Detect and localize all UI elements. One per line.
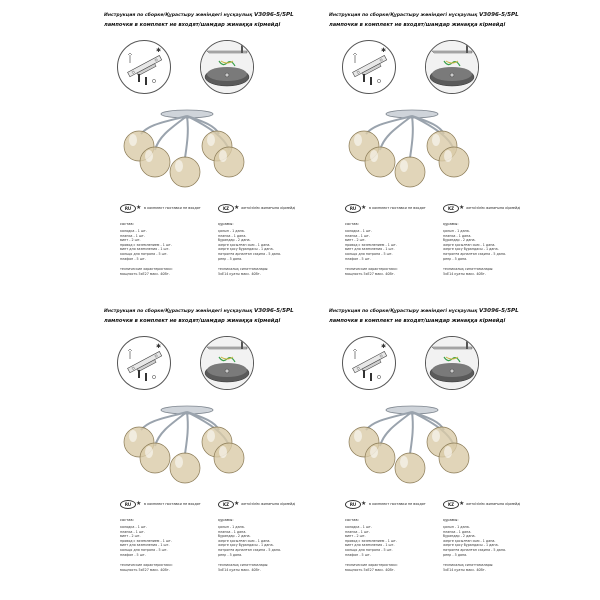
kz-tech-section (443, 267, 520, 276)
kz-tech-value: 5xE14 қуаты макс. 40Вт. (443, 271, 486, 276)
kz-contents-list (218, 525, 295, 557)
ceiling-mount-diagram (200, 336, 254, 390)
ru-not-included-note: в комплект поставки не входят (144, 502, 201, 506)
contents-item: патронға арналған сақина - 5 дана. (218, 252, 282, 257)
ru-tech-section (345, 267, 425, 276)
contents-item: провод с заземлением - 1 шт. (345, 538, 397, 543)
ru-contents-column (120, 518, 200, 572)
contents-item: винт для заземления - 1 шт. (345, 543, 395, 548)
ru-contents-list (120, 525, 200, 557)
ru-tech-heading: технические характеристики: (120, 267, 173, 272)
contents-item: бұрандар - 2 дана. (443, 534, 476, 539)
model-number: V3096-5/5PL (478, 308, 519, 314)
contents-item: жерге қосылған сым - 1 дана. (443, 538, 496, 543)
kz-badge: KZ (218, 204, 234, 213)
contents-item: провод с заземлением - 1 шт. (345, 242, 397, 247)
chandelier-drawing (340, 396, 480, 486)
chandelier-illustration (115, 100, 255, 190)
ru-contents-list (345, 525, 425, 557)
ru-badge: RU (120, 204, 136, 213)
kz-not-included-note: жеткізілім жинағына кірмейді (466, 502, 520, 506)
model-number: V3096-5/5PL (253, 12, 294, 18)
title-text: Инструкция по сборке/Құрастыру жөніндегі нұсқаулық (329, 309, 479, 314)
ru-contents-column (345, 518, 425, 572)
contents-item: плафон - 5 шт. (345, 552, 371, 557)
svg-text:✱: ✱ (381, 343, 387, 350)
instruction-title (329, 12, 519, 19)
contents-item: патронға арналған сақина - 5 дана. (443, 548, 507, 553)
language-badges (345, 204, 520, 214)
instruction-panel-4 (315, 304, 520, 594)
ru-not-included-note: в комплект поставки не входят (144, 206, 201, 210)
ru-tech-value: мощность 5xE27 макс. 40Вт. (120, 271, 170, 276)
contents-item: жерге қосу бұрандасы - 1 дана. (443, 247, 499, 252)
kz-not-included-note: жеткізілім жинағына кірмейді (241, 502, 295, 506)
bulbs-note: лампочки в комплект не входят/шамдар жинаққа кірмейді (104, 22, 281, 28)
contents-item: планка - 1 дана. (443, 529, 472, 534)
title-text: Инструкция по сборке/Құрастыру жөніндегі нұсқаулық (329, 13, 479, 18)
contents-item: бұрандар - 2 дана. (218, 238, 251, 243)
contents-item: колодка - 1 шт. (345, 525, 372, 530)
contents-item: планка - 1 шт. (120, 233, 145, 238)
contents-item: жерге қосылған сым - 1 дана. (218, 538, 271, 543)
ceiling-mount-drawing (201, 337, 253, 389)
ru-tech-value: мощность 5xE27 макс. 40Вт. (345, 271, 395, 276)
contents-item: плафон - 5 шт. (120, 256, 146, 261)
ru-tech-value: мощность 5xE27 макс. 40Вт. (345, 567, 395, 572)
ru-contents-column (345, 222, 425, 276)
title-text: Инструкция по сборке/Құрастыру жөніндегі нұсқаулық (104, 309, 254, 314)
mounting-bar-diagram (117, 40, 171, 94)
contents-item: винт для заземления - 1 шт. (345, 247, 395, 252)
kz-tech-section (218, 563, 295, 572)
kz-contents-heading: құрамы: (218, 222, 234, 226)
contents-item: винт для заземления - 1 шт. (120, 247, 170, 252)
contents-item: колодка - 1 шт. (345, 229, 372, 234)
instruction-panel-1 (90, 8, 295, 298)
kz-badge: KZ (443, 500, 459, 509)
kz-tech-section (443, 563, 520, 572)
ru-not-included-note: в комплект поставки не входят (369, 206, 426, 210)
ru-tech-heading: технические характеристики: (120, 563, 173, 568)
ru-tech-section (120, 563, 200, 572)
ceiling-mount-drawing (426, 337, 478, 389)
title-text: Инструкция по сборке/Құрастыру жөніндегі нұсқаулық (104, 13, 254, 18)
contents-item: колодка - 1 шт. (120, 229, 147, 234)
star-icon: ★ (459, 500, 465, 507)
contents-item: планка - 1 шт. (120, 529, 145, 534)
mounting-bar-drawing (118, 337, 170, 389)
bulbs-note: лампочки в комплект не входят/шамдар жинаққа кірмейді (104, 318, 281, 324)
instruction-panel-2 (315, 8, 520, 298)
contents-item: кольцо для патрона - 5 шт. (120, 548, 168, 553)
instruction-title (329, 308, 519, 315)
contents-item: плафон - 5 шт. (120, 552, 146, 557)
contents-item: кольцо для патрона - 5 шт. (120, 252, 168, 257)
contents-item: реңк - 5 дана. (443, 552, 468, 557)
star-icon: ★ (459, 204, 465, 211)
kz-not-included-note: жеткізілім жинағына кірмейді (466, 206, 520, 210)
ru-contents-heading: состав: (120, 518, 134, 522)
contents-item: планка - 1 дана. (218, 233, 247, 238)
language-badges (120, 204, 295, 214)
contents-item: қалып - 1 дана. (443, 229, 470, 234)
contents-item: кольцо для патрона - 5 шт. (345, 252, 393, 257)
contents-item: провод с заземлением - 1 шт. (120, 538, 172, 543)
ru-tech-section (120, 267, 200, 276)
model-number: V3096-5/5PL (253, 308, 294, 314)
kz-badge: KZ (443, 204, 459, 213)
kz-contents-heading: құрамы: (443, 518, 459, 522)
kz-tech-value: 5xE14 қуаты макс. 40Вт. (218, 567, 261, 572)
contents-item: қалып - 1 дана. (218, 229, 245, 234)
kz-contents-list (443, 525, 520, 557)
mounting-bar-diagram (342, 336, 396, 390)
kz-tech-heading: техникалық сипаттамалары: (443, 563, 494, 568)
ceiling-mount-diagram (200, 40, 254, 94)
ru-tech-section (345, 563, 425, 572)
contents-item: провод с заземлением - 1 шт. (120, 242, 172, 247)
contents-item: қалып - 1 дана. (218, 525, 245, 530)
svg-text:✱: ✱ (156, 47, 162, 54)
kz-not-included-note: жеткізілім жинағына кірмейді (241, 206, 295, 210)
contents-item: планка - 1 шт. (345, 233, 370, 238)
kz-contents-list (443, 229, 520, 261)
star-icon: ★ (234, 500, 240, 507)
mounting-bar-drawing (343, 41, 395, 93)
contents-item: винт - 2 шт. (345, 238, 366, 243)
star-icon: ★ (234, 204, 240, 211)
ru-badge: RU (345, 500, 361, 509)
kz-contents-heading: құрамы: (443, 222, 459, 226)
chandelier-drawing (340, 100, 480, 190)
ru-tech-value: мощность 5xE27 макс. 40Вт. (120, 567, 170, 572)
contents-item: қалып - 1 дана. (443, 525, 470, 530)
contents-item: винт - 2 шт. (120, 534, 141, 539)
contents-item: жерге қосылған сым - 1 дана. (218, 242, 271, 247)
star-icon: ★ (361, 204, 367, 211)
chandelier-illustration (340, 396, 480, 486)
contents-item: планка - 1 дана. (218, 529, 247, 534)
contents-item: винт для заземления - 1 шт. (120, 543, 170, 548)
ru-not-included-note: в комплект поставки не входят (369, 502, 426, 506)
contents-item: бұрандар - 2 дана. (443, 238, 476, 243)
instruction-panel-3 (90, 304, 295, 594)
star-icon: ★ (136, 204, 142, 211)
ru-contents-list (345, 229, 425, 261)
contents-item: реңк - 5 дана. (218, 256, 243, 261)
chandelier-drawing (115, 100, 255, 190)
ru-contents-heading: состав: (345, 518, 359, 522)
instruction-title (104, 308, 294, 315)
contents-item: планка - 1 шт. (345, 529, 370, 534)
kz-tech-heading: техникалық сипаттамалары: (443, 267, 494, 272)
bulbs-note: лампочки в комплект не входят/шамдар жинаққа кірмейді (329, 318, 506, 324)
bulbs-note: лампочки в комплект не входят/шамдар жинаққа кірмейді (329, 22, 506, 28)
instruction-title (104, 12, 294, 19)
contents-item: планка - 1 дана. (443, 233, 472, 238)
language-badges (345, 500, 520, 510)
kz-contents-heading: құрамы: (218, 518, 234, 522)
ceiling-mount-diagram (425, 336, 479, 390)
contents-item: жерге қосу бұрандасы - 1 дана. (218, 543, 274, 548)
contents-item: плафон - 5 шт. (345, 256, 371, 261)
kz-tech-section (218, 267, 295, 276)
svg-text:✱: ✱ (156, 343, 162, 350)
ceiling-mount-drawing (201, 41, 253, 93)
contents-item: патронға арналған сақина - 5 дана. (443, 252, 507, 257)
kz-contents-column (443, 518, 520, 572)
instruction-sheet (90, 8, 520, 592)
contents-item: патронға арналған сақина - 5 дана. (218, 548, 282, 553)
mounting-bar-drawing (343, 337, 395, 389)
contents-item: винт - 2 шт. (345, 534, 366, 539)
kz-contents-column (218, 518, 295, 572)
mounting-bar-drawing (118, 41, 170, 93)
contents-item: жерге қосу бұрандасы - 1 дана. (218, 247, 274, 252)
contents-item: реңк - 5 дана. (443, 256, 468, 261)
kz-badge: KZ (218, 500, 234, 509)
ceiling-mount-diagram (425, 40, 479, 94)
ru-badge: RU (120, 500, 136, 509)
contents-item: жерге қосылған сым - 1 дана. (443, 242, 496, 247)
mounting-bar-diagram (342, 40, 396, 94)
kz-tech-heading: техникалық сипаттамалары: (218, 563, 269, 568)
kz-contents-column (218, 222, 295, 276)
kz-tech-value: 5xE14 қуаты макс. 40Вт. (218, 271, 261, 276)
contents-item: бұрандар - 2 дана. (218, 534, 251, 539)
ru-contents-heading: состав: (345, 222, 359, 226)
model-number: V3096-5/5PL (478, 12, 519, 18)
ru-contents-list (120, 229, 200, 261)
contents-item: кольцо для патрона - 5 шт. (345, 548, 393, 553)
svg-text:✱: ✱ (381, 47, 387, 54)
chandelier-illustration (115, 396, 255, 486)
contents-item: винт - 2 шт. (120, 238, 141, 243)
contents-item: жерге қосу бұрандасы - 1 дана. (443, 543, 499, 548)
language-badges (120, 500, 295, 510)
contents-item: реңк - 5 дана. (218, 552, 243, 557)
kz-contents-column (443, 222, 520, 276)
ru-contents-column (120, 222, 200, 276)
ru-tech-heading: технические характеристики: (345, 563, 398, 568)
mounting-bar-diagram (117, 336, 171, 390)
ru-badge: RU (345, 204, 361, 213)
chandelier-illustration (340, 100, 480, 190)
kz-contents-list (218, 229, 295, 261)
contents-item: колодка - 1 шт. (120, 525, 147, 530)
kz-tech-value: 5xE14 қуаты макс. 40Вт. (443, 567, 486, 572)
chandelier-drawing (115, 396, 255, 486)
ru-tech-heading: технические характеристики: (345, 267, 398, 272)
star-icon: ★ (361, 500, 367, 507)
kz-tech-heading: техникалық сипаттамалары: (218, 267, 269, 272)
ceiling-mount-drawing (426, 41, 478, 93)
ru-contents-heading: состав: (120, 222, 134, 226)
star-icon: ★ (136, 500, 142, 507)
